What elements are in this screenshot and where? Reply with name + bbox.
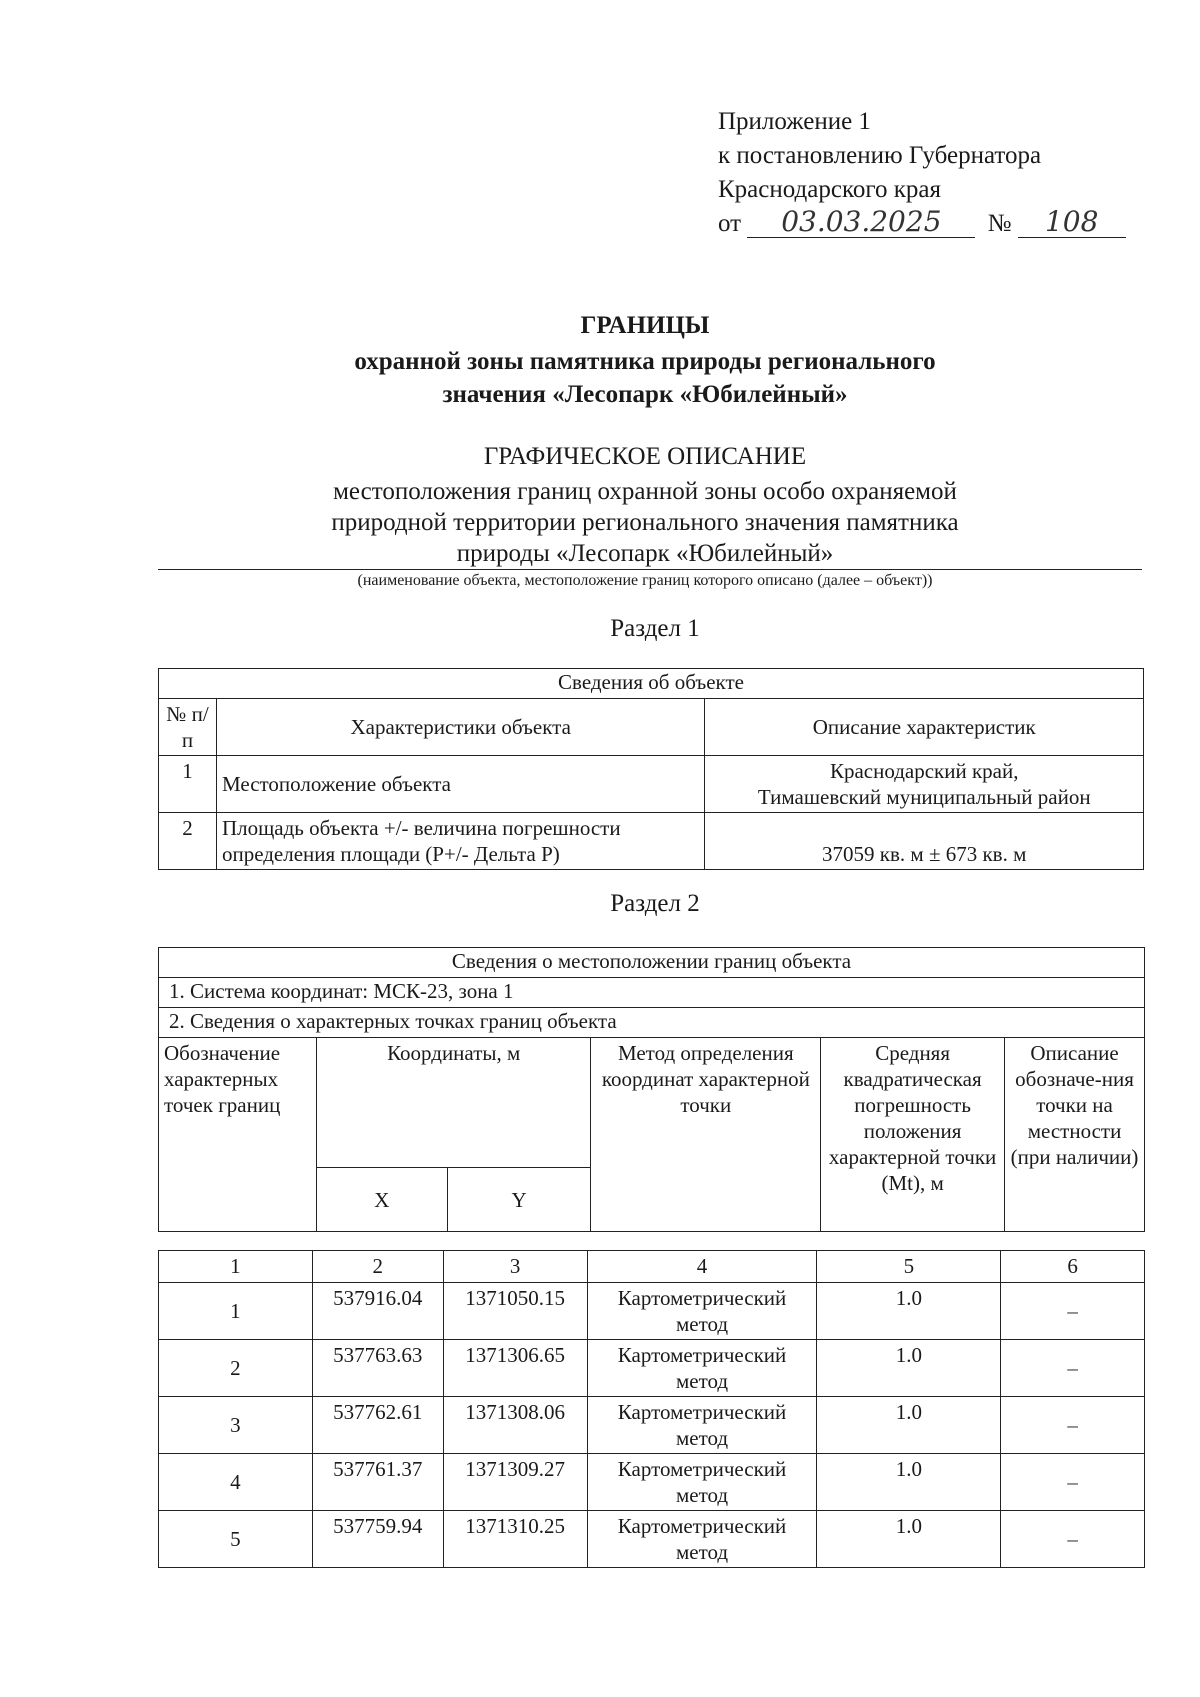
row-char-line-2: определения площади (Р+/- Дельта Р) <box>221 842 560 866</box>
point-x: 537761.37 <box>312 1454 443 1511</box>
col-number: 3 <box>443 1251 587 1283</box>
location-table-title: Сведения о местоположении границ объекта <box>159 948 1145 978</box>
row-desc <box>705 756 1144 813</box>
point-method <box>587 1397 817 1454</box>
h-point: Обозначение характерных точек границ <box>159 1038 317 1232</box>
object-info-table <box>158 668 1144 870</box>
point-x: 537759.94 <box>312 1511 443 1568</box>
doc-subtitle-1: охранной зоны памятника природы регионального <box>354 348 936 375</box>
col-number-row <box>159 1251 1145 1283</box>
method-line-1: Картометрический <box>617 1514 787 1538</box>
section-2-title: Раздел 2 <box>610 890 700 917</box>
row-char <box>216 813 704 870</box>
handwritten-number: 108 <box>1018 207 1126 238</box>
point-id: 3 <box>159 1397 313 1454</box>
method-line-2: метод <box>675 1483 729 1507</box>
col-char-header: Характеристики объекта <box>216 699 704 756</box>
point-desc: – <box>1001 1340 1145 1397</box>
appendix-header <box>718 105 1126 241</box>
point-y: 1371310.25 <box>443 1511 587 1568</box>
method-line-1: Картометрический <box>617 1343 787 1367</box>
col-num-header: № п/п <box>159 699 217 756</box>
point-method <box>587 1454 817 1511</box>
h-error: Средняя квадратическая погрешность положения характерной точки (Mt), м <box>821 1038 1005 1232</box>
row-char: Местоположение объекта <box>216 756 704 813</box>
graphic-line-1: местоположения границ охранной зоны особо охраняемой <box>333 478 957 505</box>
underline-rule <box>158 569 1142 570</box>
row-desc: 37059 кв. м ± 673 кв. м <box>705 813 1144 870</box>
appendix-date-line <box>718 207 1126 241</box>
table-row <box>159 1283 1145 1340</box>
method-line-1: Картометрический <box>617 1286 787 1310</box>
graphic-line-2: природной территории регионального значения памятника <box>331 509 959 536</box>
doc-title: ГРАНИЦЫ <box>580 312 710 339</box>
table-row <box>159 1454 1145 1511</box>
col-desc-header: Описание характеристик <box>705 699 1144 756</box>
row-char-line-1: Площадь объекта +/- величина погрешности <box>221 816 621 840</box>
point-x: 537763.63 <box>312 1340 443 1397</box>
h-method: Метод определения координат характерной точки <box>591 1038 821 1232</box>
col-number: 5 <box>817 1251 1001 1283</box>
point-y: 1371309.27 <box>443 1454 587 1511</box>
method-line-2: метод <box>675 1540 729 1564</box>
point-x: 537762.61 <box>312 1397 443 1454</box>
point-error: 1.0 <box>817 1397 1001 1454</box>
points-table <box>158 1250 1145 1568</box>
handwritten-date: 03.03.2025 <box>747 207 975 238</box>
table-row <box>159 1397 1145 1454</box>
row-desc-line-2: Тимашевский муниципальный район <box>757 785 1091 809</box>
date-prefix: от <box>718 210 742 237</box>
row-num: 2 <box>159 813 217 870</box>
col-number: 1 <box>159 1251 313 1283</box>
point-desc: – <box>1001 1397 1145 1454</box>
h-x: X <box>316 1168 447 1232</box>
col-number: 2 <box>312 1251 443 1283</box>
method-line-2: метод <box>675 1426 729 1450</box>
location-header-table <box>158 947 1145 1232</box>
h-y: Y <box>447 1168 591 1232</box>
point-desc: – <box>1001 1283 1145 1340</box>
graphic-heading: ГРАФИЧЕСКОЕ ОПИСАНИЕ <box>483 443 807 470</box>
appendix-line-2: к постановлению Губернатора <box>718 142 1042 169</box>
table-row <box>159 1340 1145 1397</box>
table-row <box>159 813 1144 870</box>
point-error: 1.0 <box>817 1454 1001 1511</box>
point-y: 1371306.65 <box>443 1340 587 1397</box>
point-y: 1371308.06 <box>443 1397 587 1454</box>
doc-subtitle-2: значения «Лесопарк «Юбилейный» <box>442 381 848 408</box>
point-desc: – <box>1001 1454 1145 1511</box>
point-y: 1371050.15 <box>443 1283 587 1340</box>
coord-system-line: 1. Система координат: МСК-23, зона 1 <box>159 978 1145 1008</box>
h-desc: Описание обозначе-ния точки на местности (при наличии) <box>1005 1038 1145 1232</box>
section-1-title: Раздел 1 <box>610 615 700 642</box>
table-row <box>159 1511 1145 1568</box>
point-method <box>587 1283 817 1340</box>
method-line-1: Картометрический <box>617 1400 787 1424</box>
point-error: 1.0 <box>817 1340 1001 1397</box>
method-line-1: Картометрический <box>617 1457 787 1481</box>
point-error: 1.0 <box>817 1283 1001 1340</box>
point-id: 4 <box>159 1454 313 1511</box>
point-x: 537916.04 <box>312 1283 443 1340</box>
point-method <box>587 1511 817 1568</box>
table-row <box>159 756 1144 813</box>
points-info-line: 2. Сведения о характерных точках границ объекта <box>159 1008 1145 1038</box>
point-id: 1 <box>159 1283 313 1340</box>
col-number: 4 <box>587 1251 817 1283</box>
number-prefix: № <box>987 210 1012 237</box>
point-error: 1.0 <box>817 1511 1001 1568</box>
graphic-line-3: природы «Лесопарк «Юбилейный» <box>456 540 834 567</box>
point-id: 2 <box>159 1340 313 1397</box>
point-id: 5 <box>159 1511 313 1568</box>
object-note: (наименование объекта, местоположение границ которого описано (далее – объект)) <box>357 572 933 589</box>
row-desc-line-1: Краснодарский край, <box>829 759 1019 783</box>
method-line-2: метод <box>675 1312 729 1336</box>
appendix-line-3: Краснодарского края <box>718 176 941 203</box>
col-number: 6 <box>1001 1251 1145 1283</box>
row-num: 1 <box>159 756 217 813</box>
point-method <box>587 1340 817 1397</box>
h-coords: Координаты, м <box>316 1038 591 1168</box>
point-desc: – <box>1001 1511 1145 1568</box>
object-info-title: Сведения об объекте <box>159 669 1144 699</box>
appendix-line-1: Приложение 1 <box>718 108 871 135</box>
method-line-2: метод <box>675 1369 729 1393</box>
